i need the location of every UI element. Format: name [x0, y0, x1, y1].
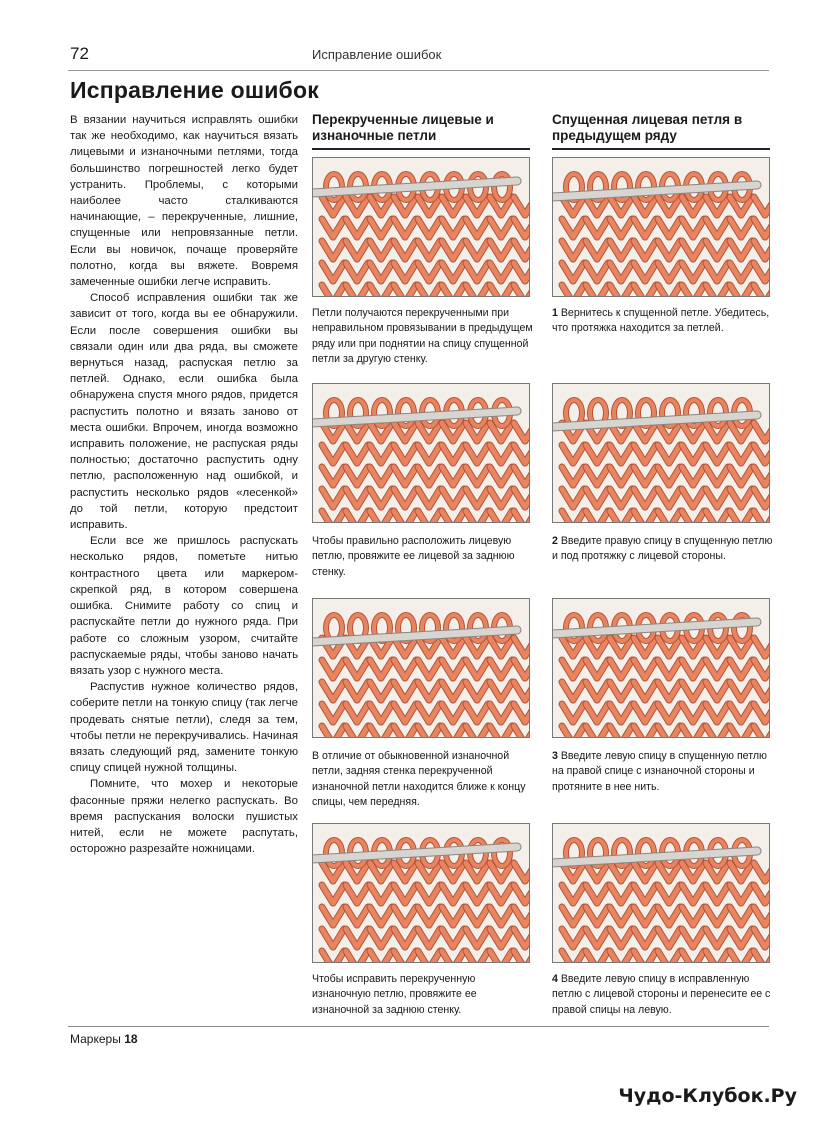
step-number: 4	[552, 973, 558, 985]
step-text: Введите левую спицу в исправленную петлю с лицевой стороны и перенесите ее с правой спицы на левую.	[552, 973, 771, 1016]
body-text	[70, 112, 298, 857]
step-caption	[552, 972, 774, 1018]
header-rule	[68, 70, 769, 71]
step-text: Введите правую спицу в спущенную петлю и под протяжку с лицевой стороны.	[552, 535, 773, 563]
knitting-photo	[312, 157, 530, 297]
step-number: 3	[552, 750, 558, 762]
knitting-photo	[312, 823, 530, 963]
column-rule	[552, 148, 770, 150]
step-caption	[552, 749, 774, 795]
knitting-photo	[312, 598, 530, 738]
step-text: Введите левую спицу в спущенную петлю на правой спице с изнаночной стороны и протяните в нее нить.	[552, 750, 767, 793]
footer-label: Маркеры	[70, 1032, 121, 1046]
caption: Чтобы правильно расположить лицевую петлю, провяжите ее лицевой за заднюю стенку.	[312, 535, 515, 578]
body-paragraph: В вязании научиться исправлять ошибки так же необходимо, как научиться вязать лицевыми и изнаночными петлями, тогда большинство погрешностей легко будет устранить. Проблемы, с которыми наиболее часто сталкиваются начинающие, – перекрученные, лишние, спущенные или непровязанные петли. Если вы новичок, почаще проверяйте полотно, когда вы вяжете. Вовремя замеченные ошибки легче исправить.	[70, 114, 298, 289]
step-caption	[552, 306, 774, 337]
running-head: Исправление ошибок	[312, 47, 442, 62]
footer-number: 18	[124, 1032, 138, 1046]
caption: Петли получаются перекрученными при неправильном провязывании в предыдущем ряду или при поднятии на спицу спущенной петли за другую стенку.	[312, 307, 533, 365]
knitting-photo	[552, 598, 770, 738]
step-number: 1	[552, 307, 558, 319]
body-paragraph: Если все же пришлось распускать несколько рядов, пометьте нитью контрастного цвета или маркером-скрепкой ряд, в котором совершена ошибка. Снимите работу со спиц и распускайте петли до нужного ряда. При работе со сложным узором, считайте распускаемые ряды, чтобы заново начать вязать узор с нужного места.	[70, 535, 298, 677]
footer	[70, 1032, 138, 1046]
column-rule	[312, 148, 530, 150]
knitting-photo	[552, 823, 770, 963]
watermark-logo: Чудо-Клубок.Ру	[618, 1085, 797, 1107]
body-paragraph: Помните, что мохер и некоторые фасонные пряжи нелегко распускать. Во время распускания волоски пушистых нитей, если не можете распутать, осторожно разрезайте ножницами.	[70, 778, 298, 856]
caption: Чтобы исправить перекрученную изнаночную петлю, провяжите ее изнаночной за заднюю стенку.	[312, 973, 477, 1016]
step-number: 2	[552, 535, 558, 547]
step-text: Вернитесь к спущенной петле. Убедитесь, что протяжка находится за петлей.	[552, 307, 770, 335]
page-title: Исправление ошибок	[70, 77, 319, 103]
knitting-photo	[552, 383, 770, 523]
body-paragraph: Способ исправления ошибки так же зависит от того, когда вы ее обнаружили. Если после совершения ошибки вы связали один или два ряда, вы сможете вернуться назад, распуская петлю за петлей. Однако, если ошибка была обнаружена спустя много рядов, придется распустить полотно и вязать заново от места ошибки. Впрочем, иногда возможно исправить положение, не распуская ряды полностью; достаточно распустить одну петлю, расположенную над ошибкой, и распустить несколько рядов «лесенкой» до той петли, которую предстоит исправить.	[70, 292, 298, 532]
knitting-photo	[552, 157, 770, 297]
knitting-photo	[312, 383, 530, 523]
dropped-stitch-heading: Спущенная лицевая петля в предыдущем ряду	[552, 112, 743, 143]
page-number: 72	[70, 44, 89, 63]
twisted-stitches-heading: Перекрученные лицевые и изнаночные петли	[312, 112, 494, 143]
caption: В отличие от обыкновенной изнаночной петли, задняя стенка перекрученной изнаночной петли находится ближе к концу спицы, чем передняя.	[312, 750, 526, 808]
step-caption	[552, 534, 774, 565]
footer-rule	[68, 1026, 769, 1027]
body-paragraph: Распустив нужное количество рядов, соберите петли на тонкую спицу (так легче продевать снятые петли), следя за тем, чтобы петли не перекручивались. Начиная вязать следующий ряд, замените тонкую спицу спицей нужной толщины.	[70, 681, 298, 775]
